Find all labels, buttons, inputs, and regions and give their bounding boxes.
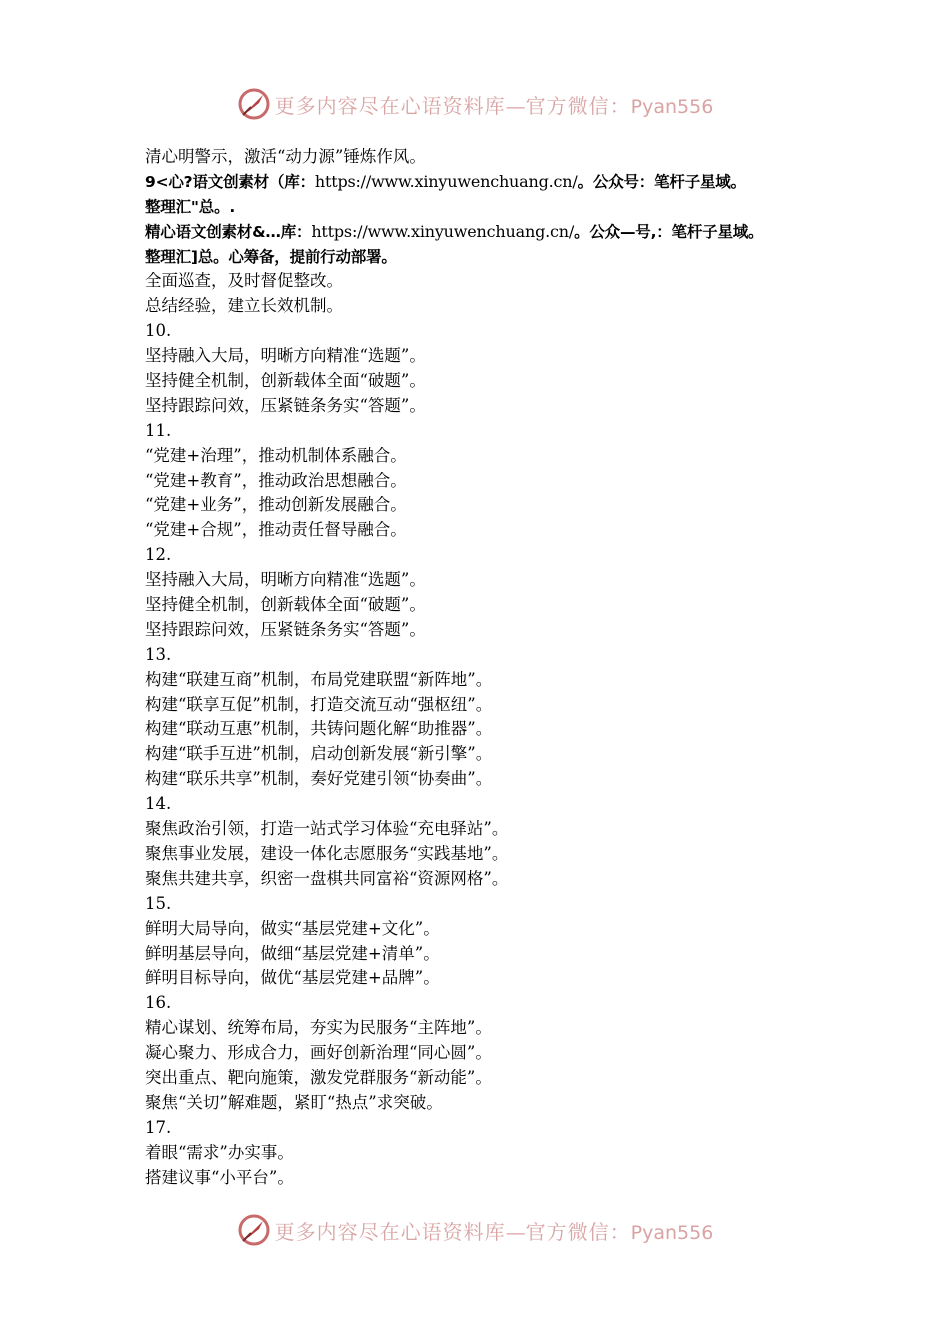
- section-number: 17.: [145, 1117, 172, 1137]
- watermark-suffix: 。公众号：笔杆子星域。: [577, 172, 746, 191]
- text-line: 清心明警示，激活“动力源”锤炼作风。: [145, 147, 426, 166]
- text-line: 构建“联乐共享”机制，奏好党建引领“协奏曲”。: [145, 769, 493, 789]
- header-banner-separator: —: [505, 93, 526, 118]
- text-line: 突出重点、靶向施策，激发党群服务“新动能”。: [145, 1067, 492, 1087]
- watermark-url: https://www.xinyuwenchuang.cn/: [311, 221, 575, 241]
- document-body: [145, 145, 845, 1190]
- watermark-line: 整理汇"总。.: [145, 197, 236, 216]
- footer-banner-title: 更多内容尽在心语资料库: [274, 1219, 506, 1244]
- text-line: 聚焦“关切”解难题，紧盯“热点”求突破。: [145, 1092, 443, 1112]
- watermark-url: https://www.xinyuwenchuang.cn/: [314, 171, 578, 191]
- section-number: 13.: [145, 644, 172, 664]
- watermark-line: [145, 170, 845, 195]
- text-line: 聚焦事业发展，建设一体化志愿服务“实践基地”。: [145, 843, 509, 863]
- text-line: 全面巡查，及时督促整改。: [145, 271, 343, 291]
- footer-banner-wechat-label: 官方微信：: [525, 1219, 631, 1244]
- text-line: 构建“联建互商”机制，布局党建联盟“新阵地”。: [145, 669, 493, 689]
- text-line: 聚焦共建共享，织密一盘棋共同富裕“资源网格”。: [145, 868, 509, 888]
- section-number: 16.: [145, 993, 172, 1013]
- footer-banner: [0, 1210, 950, 1250]
- header-banner-text: [275, 90, 714, 119]
- watermark-line: 整理汇]总。心筹备，提前行动部署。: [145, 247, 397, 266]
- text-line: 精心谋划、统筹布局，夯实为民服务“主阵地”。: [145, 1018, 492, 1038]
- footer-banner-text: [275, 1216, 714, 1245]
- header-banner-wechat-id: Pyan556: [630, 95, 714, 118]
- quill-logo-icon: [237, 87, 271, 121]
- watermark-line: [145, 220, 845, 245]
- text-line: 坚持融入大局，明晰方向精准“选题”。: [145, 346, 426, 366]
- text-line: 构建“联享互促”机制，打造交流互动“强枢纽”。: [145, 694, 493, 714]
- text-line: “党建+治理”，推动机制体系融合。: [145, 445, 407, 465]
- quill-logo-icon: [237, 1213, 271, 1247]
- text-line: 坚持跟踪问效，压紧链条务实“答题”。: [145, 619, 426, 639]
- text-line: 着眼“需求”办实事。: [145, 1142, 294, 1162]
- text-line: 总结经验，建立长效机制。: [145, 296, 343, 316]
- text-line: 鲜明大局导向，做实“基层党建+文化”。: [145, 918, 440, 938]
- text-line: “党建+合规”，推动责任督导融合。: [145, 520, 407, 540]
- watermark-prefix: 精心语文创素材&…库：: [145, 222, 312, 241]
- header-banner: [0, 84, 950, 124]
- text-line: 聚焦政治引领，打造一站式学习体验“充电驿站”。: [145, 819, 509, 839]
- watermark-prefix: 9<心?语文创素材（库：: [145, 172, 315, 191]
- section-number: 15.: [145, 893, 172, 913]
- text-line: 凝心聚力、形成合力，画好创新治理“同心圆”。: [145, 1043, 492, 1063]
- text-line: “党建+教育”，推动政治思想融合。: [145, 470, 407, 490]
- watermark-suffix: 。公众—号,：笔杆子星域。: [574, 222, 764, 241]
- text-line: 坚持健全机制，创新载体全面“破题”。: [145, 371, 426, 391]
- text-line: 坚持跟踪问效，压紧链条务实“答题”。: [145, 395, 426, 415]
- text-line: 构建“联动互惠”机制，共铸问题化解“助推器”。: [145, 719, 493, 739]
- footer-banner-wechat-id: Pyan556: [630, 1221, 714, 1244]
- text-line: 坚持融入大局，明晰方向精准“选题”。: [145, 570, 426, 590]
- text-line: 鲜明基层导向，做细“基层党建+清单”。: [145, 943, 440, 963]
- text-line: “党建+业务”，推动创新发展融合。: [145, 495, 407, 515]
- text-line: 构建“联手互进”机制，启动创新发展“新引擎”。: [145, 744, 493, 764]
- section-number: 10.: [145, 321, 172, 341]
- text-line: 鲜明目标导向，做优“基层党建+品牌”。: [145, 968, 440, 988]
- header-banner-wechat-label: 官方微信：: [525, 93, 631, 118]
- text-line: 坚持健全机制，创新载体全面“破题”。: [145, 595, 426, 615]
- section-number: 12.: [145, 545, 172, 565]
- text-line: 搭建议事“小平台”。: [145, 1167, 294, 1187]
- section-number: 11.: [145, 420, 172, 440]
- section-number: 14.: [145, 794, 172, 814]
- header-banner-title: 更多内容尽在心语资料库: [274, 93, 506, 118]
- footer-banner-separator: —: [505, 1219, 526, 1244]
